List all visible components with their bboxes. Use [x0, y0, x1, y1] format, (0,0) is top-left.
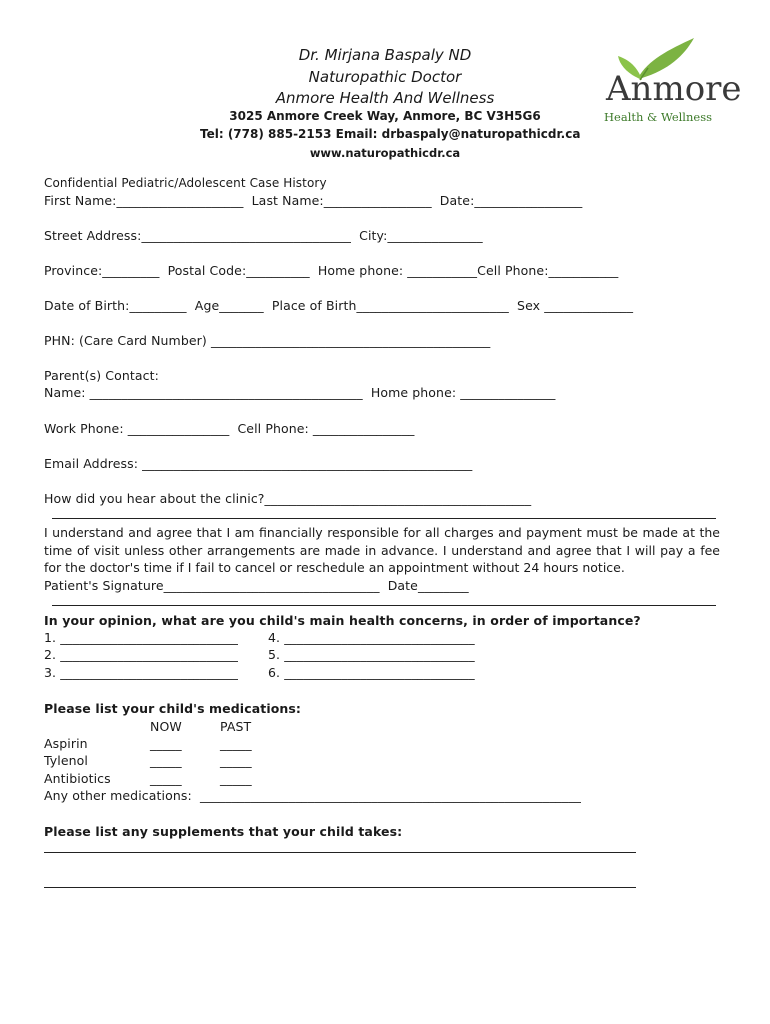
medication-past-field[interactable]: _____	[220, 771, 252, 786]
concern-item[interactable]: 5. ______________________________	[268, 647, 475, 662]
work-cell-line[interactable]: Work Phone: ________________ Cell Phone: ________________	[44, 421, 415, 436]
col-past-header: PAST	[220, 719, 252, 734]
concern-item[interactable]: 6. ______________________________	[268, 665, 475, 680]
medication-now-field[interactable]: _____	[150, 753, 182, 768]
concern-item[interactable]: 3. ____________________________	[44, 665, 238, 680]
phn-line[interactable]: PHN: (Care Card Number) ____________________________________________	[44, 333, 491, 348]
supplements-line[interactable]	[44, 887, 636, 888]
doctor-name: Dr. Mirjana Baspaly ND	[298, 46, 472, 64]
doctor-title: Naturopathic Doctor	[308, 68, 462, 86]
medication-name: Tylenol	[44, 753, 88, 768]
medication-past-field[interactable]: _____	[220, 753, 252, 768]
divider-rule	[52, 518, 716, 519]
clinic-website: www.naturopathicdr.ca	[309, 146, 461, 160]
logo-tagline: Health & Wellness	[604, 110, 713, 124]
medication-name: Aspirin	[44, 736, 88, 751]
clinic-name: Anmore Health And Wellness	[275, 89, 495, 107]
form-heading: Confidential Pediatric/Adolescent Case History	[44, 176, 327, 190]
medication-past-field[interactable]: _____	[220, 736, 252, 751]
concerns-heading: In your opinion, what are you child's main health concerns, in order of importance?	[44, 613, 641, 628]
logo-name: Anmore	[606, 69, 742, 109]
parent-name-line[interactable]: Name: ___________________________________________ Home phone: _______________	[44, 385, 556, 400]
concern-item[interactable]: 1. ____________________________	[44, 630, 238, 645]
supplements-line[interactable]	[44, 852, 636, 853]
supplements-heading: Please list any supplements that your child takes:	[44, 824, 403, 839]
concern-item[interactable]: 4. ______________________________	[268, 630, 475, 645]
agreement-text: I understand and agree that I am financially responsible for all charges and payment must be made at the time of visit unless other arrangements are made in advance. I understand and agree that I will pay a fee for the doctor's time if I fail to cancel or reschedule an appointment without 24 hours notice.	[44, 525, 720, 575]
address-city-line[interactable]: Street Address:_________________________________ City:_______________	[44, 228, 483, 243]
clinic-address: 3025 Anmore Creek Way, Anmore, BC V3H5G6	[229, 109, 541, 123]
province-phone-line[interactable]: Province:_________ Postal Code:__________ Home phone: ___________Cell Phone:___________	[44, 263, 619, 278]
other-medications-line[interactable]: Any other medications: ____________________________________________________________	[44, 788, 581, 803]
email-line[interactable]: Email Address: ____________________________________________________	[44, 456, 473, 471]
clinic-contact: Tel: (778) 885-2153 Email: drbaspaly@naturopathicdr.ca	[200, 127, 581, 141]
divider-rule	[52, 605, 716, 606]
name-date-line[interactable]: First Name:____________________ Last Name:_________________ Date:_________________	[44, 193, 583, 208]
parent-contact-label: Parent(s) Contact:	[44, 368, 159, 383]
concern-item[interactable]: 2. ____________________________	[44, 647, 238, 662]
clinic-logo	[598, 30, 742, 125]
medication-now-field[interactable]: _____	[150, 736, 182, 751]
referral-line[interactable]: How did you hear about the clinic?__________________________________________	[44, 491, 532, 506]
medications-heading: Please list your child's medications:	[44, 701, 302, 716]
signature-line[interactable]: Patient's Signature__________________________________ Date________	[44, 578, 469, 593]
medication-now-field[interactable]: _____	[150, 771, 182, 786]
birth-sex-line[interactable]: Date of Birth:_________ Age_______ Place of Birth________________________ Sex ______________	[44, 298, 634, 313]
col-now-header: NOW	[150, 719, 182, 734]
medication-name: Antibiotics	[44, 771, 111, 786]
